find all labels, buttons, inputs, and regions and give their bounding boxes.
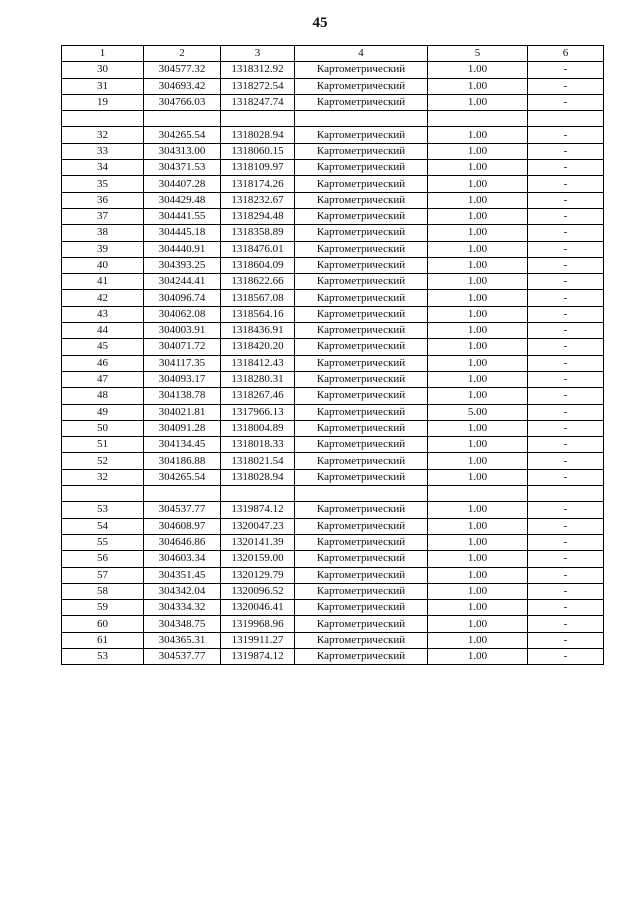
note-cell: - xyxy=(528,502,604,518)
point-number-cell: 61 xyxy=(62,632,144,648)
y-coordinate-cell: 1318004.89 xyxy=(221,420,295,436)
table-row xyxy=(62,648,604,664)
accuracy-cell: 1.00 xyxy=(428,534,528,550)
method-cell: Картометрический xyxy=(295,600,428,616)
x-coordinate-cell: 304265.54 xyxy=(144,469,221,485)
accuracy-cell: 1.00 xyxy=(428,143,528,159)
y-coordinate-cell: 1318232.67 xyxy=(221,192,295,208)
column-header-5: 5 xyxy=(428,46,528,62)
note-cell: - xyxy=(528,127,604,143)
note-cell: - xyxy=(528,176,604,192)
x-coordinate-cell: 304313.00 xyxy=(144,143,221,159)
accuracy-cell: 1.00 xyxy=(428,355,528,371)
note-cell: - xyxy=(528,339,604,355)
point-number-cell: 19 xyxy=(62,94,144,110)
accuracy-cell: 1.00 xyxy=(428,551,528,567)
table-row xyxy=(62,616,604,632)
note-cell: - xyxy=(528,437,604,453)
y-coordinate-cell: 1318028.94 xyxy=(221,469,295,485)
table-row xyxy=(62,94,604,110)
column-header-6: 6 xyxy=(528,46,604,62)
y-coordinate-cell: 1320129.79 xyxy=(221,567,295,583)
point-number-cell: 44 xyxy=(62,323,144,339)
note-cell: - xyxy=(528,567,604,583)
accuracy-cell: 1.00 xyxy=(428,648,528,664)
table-row xyxy=(62,453,604,469)
accuracy-cell: 1.00 xyxy=(428,567,528,583)
x-coordinate-cell: 304138.78 xyxy=(144,388,221,404)
method-cell: Картометрический xyxy=(295,616,428,632)
table-row xyxy=(62,208,604,224)
y-coordinate-cell: 1318436.91 xyxy=(221,323,295,339)
note-cell: - xyxy=(528,648,604,664)
y-coordinate-cell: 1320047.23 xyxy=(221,518,295,534)
table-header-row xyxy=(62,46,604,62)
y-coordinate-cell: 1319911.27 xyxy=(221,632,295,648)
x-coordinate-cell: 304393.25 xyxy=(144,257,221,273)
point-number-cell: 49 xyxy=(62,404,144,420)
method-cell: Картометрический xyxy=(295,420,428,436)
table-row xyxy=(62,339,604,355)
table-row xyxy=(62,534,604,550)
x-coordinate-cell: 304334.32 xyxy=(144,600,221,616)
x-coordinate-cell: 304096.74 xyxy=(144,290,221,306)
point-number-cell: 52 xyxy=(62,453,144,469)
x-coordinate-cell: 304440.91 xyxy=(144,241,221,257)
y-coordinate-cell: 1318060.15 xyxy=(221,143,295,159)
point-number-cell: 31 xyxy=(62,78,144,94)
accuracy-cell: 1.00 xyxy=(428,274,528,290)
x-coordinate-cell: 304537.77 xyxy=(144,648,221,664)
note-cell: - xyxy=(528,583,604,599)
note-cell: - xyxy=(528,274,604,290)
x-coordinate-cell: 304429.48 xyxy=(144,192,221,208)
y-coordinate-cell: 1320046.41 xyxy=(221,600,295,616)
y-coordinate-cell: 1318294.48 xyxy=(221,208,295,224)
accuracy-cell: 1.00 xyxy=(428,94,528,110)
table-row xyxy=(62,78,604,94)
y-coordinate-cell: 1318622.66 xyxy=(221,274,295,290)
y-coordinate-cell: 1318412.43 xyxy=(221,355,295,371)
y-coordinate-cell: 1318564.16 xyxy=(221,306,295,322)
point-number-cell: 43 xyxy=(62,306,144,322)
empty-cell xyxy=(144,486,221,502)
accuracy-cell: 1.00 xyxy=(428,306,528,322)
y-coordinate-cell: 1320141.39 xyxy=(221,534,295,550)
point-number-cell: 34 xyxy=(62,160,144,176)
accuracy-cell: 1.00 xyxy=(428,469,528,485)
empty-cell xyxy=(528,486,604,502)
method-cell: Картометрический xyxy=(295,208,428,224)
x-coordinate-cell: 304766.03 xyxy=(144,94,221,110)
method-cell: Картометрический xyxy=(295,534,428,550)
accuracy-cell: 1.00 xyxy=(428,225,528,241)
table-row xyxy=(62,388,604,404)
point-number-cell: 33 xyxy=(62,143,144,159)
point-number-cell: 53 xyxy=(62,502,144,518)
page-number: 45 xyxy=(312,15,328,31)
accuracy-cell: 1.00 xyxy=(428,176,528,192)
table-row xyxy=(62,632,604,648)
method-cell: Картометрический xyxy=(295,323,428,339)
y-coordinate-cell: 1318028.94 xyxy=(221,127,295,143)
accuracy-cell: 1.00 xyxy=(428,323,528,339)
x-coordinate-cell: 304608.97 xyxy=(144,518,221,534)
y-coordinate-cell: 1318109.97 xyxy=(221,160,295,176)
note-cell: - xyxy=(528,453,604,469)
y-coordinate-cell: 1318018.33 xyxy=(221,437,295,453)
y-coordinate-cell: 1317966.13 xyxy=(221,404,295,420)
point-number-cell: 38 xyxy=(62,225,144,241)
table-row xyxy=(62,355,604,371)
column-header-1: 1 xyxy=(62,46,144,62)
table-row xyxy=(62,192,604,208)
y-coordinate-cell: 1318021.54 xyxy=(221,453,295,469)
empty-cell xyxy=(62,111,144,127)
point-number-cell: 59 xyxy=(62,600,144,616)
accuracy-cell: 1.00 xyxy=(428,62,528,78)
note-cell: - xyxy=(528,94,604,110)
method-cell: Картометрический xyxy=(295,257,428,273)
point-number-cell: 56 xyxy=(62,551,144,567)
method-cell: Картометрический xyxy=(295,143,428,159)
x-coordinate-cell: 304603.34 xyxy=(144,551,221,567)
point-number-cell: 39 xyxy=(62,241,144,257)
x-coordinate-cell: 304134.45 xyxy=(144,437,221,453)
y-coordinate-cell: 1318267.46 xyxy=(221,388,295,404)
point-number-cell: 55 xyxy=(62,534,144,550)
accuracy-cell: 1.00 xyxy=(428,518,528,534)
x-coordinate-cell: 304407.28 xyxy=(144,176,221,192)
x-coordinate-cell: 304537.77 xyxy=(144,502,221,518)
empty-cell xyxy=(295,111,428,127)
empty-cell xyxy=(295,486,428,502)
x-coordinate-cell: 304342.04 xyxy=(144,583,221,599)
note-cell: - xyxy=(528,632,604,648)
point-number-cell: 36 xyxy=(62,192,144,208)
accuracy-cell: 1.00 xyxy=(428,600,528,616)
note-cell: - xyxy=(528,469,604,485)
note-cell: - xyxy=(528,323,604,339)
table-row xyxy=(62,502,604,518)
table-row xyxy=(62,371,604,387)
accuracy-cell: 1.00 xyxy=(428,583,528,599)
table-row xyxy=(62,306,604,322)
x-coordinate-cell: 304365.31 xyxy=(144,632,221,648)
y-coordinate-cell: 1318247.74 xyxy=(221,94,295,110)
note-cell: - xyxy=(528,306,604,322)
note-cell: - xyxy=(528,600,604,616)
note-cell: - xyxy=(528,388,604,404)
note-cell: - xyxy=(528,404,604,420)
empty-cell xyxy=(221,111,295,127)
point-number-cell: 58 xyxy=(62,583,144,599)
x-coordinate-cell: 304021.81 xyxy=(144,404,221,420)
method-cell: Картометрический xyxy=(295,225,428,241)
accuracy-cell: 1.00 xyxy=(428,160,528,176)
method-cell: Картометрический xyxy=(295,469,428,485)
separator-row xyxy=(62,111,604,127)
x-coordinate-cell: 304186.88 xyxy=(144,453,221,469)
x-coordinate-cell: 304093.17 xyxy=(144,371,221,387)
table-row xyxy=(62,225,604,241)
coordinates-table xyxy=(61,45,604,665)
y-coordinate-cell: 1319968.96 xyxy=(221,616,295,632)
accuracy-cell: 1.00 xyxy=(428,420,528,436)
method-cell: Картометрический xyxy=(295,404,428,420)
y-coordinate-cell: 1320159.00 xyxy=(221,551,295,567)
note-cell: - xyxy=(528,616,604,632)
method-cell: Картометрический xyxy=(295,274,428,290)
accuracy-cell: 1.00 xyxy=(428,192,528,208)
method-cell: Картометрический xyxy=(295,306,428,322)
note-cell: - xyxy=(528,143,604,159)
note-cell: - xyxy=(528,420,604,436)
point-number-cell: 60 xyxy=(62,616,144,632)
table-row xyxy=(62,437,604,453)
empty-cell xyxy=(428,111,528,127)
column-header-2: 2 xyxy=(144,46,221,62)
x-coordinate-cell: 304646.86 xyxy=(144,534,221,550)
x-coordinate-cell: 304577.32 xyxy=(144,62,221,78)
method-cell: Картометрический xyxy=(295,453,428,469)
point-number-cell: 57 xyxy=(62,567,144,583)
point-number-cell: 32 xyxy=(62,127,144,143)
note-cell: - xyxy=(528,355,604,371)
y-coordinate-cell: 1319874.12 xyxy=(221,502,295,518)
accuracy-cell: 5.00 xyxy=(428,404,528,420)
note-cell: - xyxy=(528,62,604,78)
x-coordinate-cell: 304348.75 xyxy=(144,616,221,632)
table-row xyxy=(62,160,604,176)
point-number-cell: 37 xyxy=(62,208,144,224)
accuracy-cell: 1.00 xyxy=(428,502,528,518)
method-cell: Картометрический xyxy=(295,94,428,110)
method-cell: Картометрический xyxy=(295,437,428,453)
empty-cell xyxy=(528,111,604,127)
accuracy-cell: 1.00 xyxy=(428,632,528,648)
x-coordinate-cell: 304371.53 xyxy=(144,160,221,176)
note-cell: - xyxy=(528,208,604,224)
table-row xyxy=(62,600,604,616)
y-coordinate-cell: 1318280.31 xyxy=(221,371,295,387)
accuracy-cell: 1.00 xyxy=(428,339,528,355)
table-row xyxy=(62,176,604,192)
method-cell: Картометрический xyxy=(295,502,428,518)
accuracy-cell: 1.00 xyxy=(428,290,528,306)
note-cell: - xyxy=(528,160,604,176)
empty-cell xyxy=(221,486,295,502)
table-row xyxy=(62,127,604,143)
method-cell: Картометрический xyxy=(295,648,428,664)
accuracy-cell: 1.00 xyxy=(428,127,528,143)
method-cell: Картометрический xyxy=(295,518,428,534)
note-cell: - xyxy=(528,518,604,534)
x-coordinate-cell: 304445.18 xyxy=(144,225,221,241)
method-cell: Картометрический xyxy=(295,355,428,371)
method-cell: Картометрический xyxy=(295,388,428,404)
point-number-cell: 48 xyxy=(62,388,144,404)
accuracy-cell: 1.00 xyxy=(428,241,528,257)
y-coordinate-cell: 1320096.52 xyxy=(221,583,295,599)
accuracy-cell: 1.00 xyxy=(428,257,528,273)
x-coordinate-cell: 304693.42 xyxy=(144,78,221,94)
y-coordinate-cell: 1318604.09 xyxy=(221,257,295,273)
note-cell: - xyxy=(528,371,604,387)
note-cell: - xyxy=(528,241,604,257)
x-coordinate-cell: 304062.08 xyxy=(144,306,221,322)
accuracy-cell: 1.00 xyxy=(428,437,528,453)
table-row xyxy=(62,274,604,290)
point-number-cell: 32 xyxy=(62,469,144,485)
point-number-cell: 53 xyxy=(62,648,144,664)
note-cell: - xyxy=(528,192,604,208)
x-coordinate-cell: 304071.72 xyxy=(144,339,221,355)
empty-cell xyxy=(62,486,144,502)
empty-cell xyxy=(428,486,528,502)
table-row xyxy=(62,257,604,273)
note-cell: - xyxy=(528,551,604,567)
y-coordinate-cell: 1318567.08 xyxy=(221,290,295,306)
note-cell: - xyxy=(528,290,604,306)
point-number-cell: 50 xyxy=(62,420,144,436)
table-row xyxy=(62,420,604,436)
accuracy-cell: 1.00 xyxy=(428,453,528,469)
note-cell: - xyxy=(528,534,604,550)
table-row xyxy=(62,551,604,567)
table-row xyxy=(62,290,604,306)
method-cell: Картометрический xyxy=(295,78,428,94)
note-cell: - xyxy=(528,257,604,273)
method-cell: Картометрический xyxy=(295,290,428,306)
accuracy-cell: 1.00 xyxy=(428,371,528,387)
method-cell: Картометрический xyxy=(295,241,428,257)
point-number-cell: 30 xyxy=(62,62,144,78)
method-cell: Картометрический xyxy=(295,127,428,143)
accuracy-cell: 1.00 xyxy=(428,616,528,632)
x-coordinate-cell: 304003.91 xyxy=(144,323,221,339)
method-cell: Картометрический xyxy=(295,160,428,176)
table-row xyxy=(62,62,604,78)
column-header-3: 3 xyxy=(221,46,295,62)
point-number-cell: 54 xyxy=(62,518,144,534)
point-number-cell: 42 xyxy=(62,290,144,306)
table-row xyxy=(62,583,604,599)
y-coordinate-cell: 1318312.92 xyxy=(221,62,295,78)
x-coordinate-cell: 304441.55 xyxy=(144,208,221,224)
table-row xyxy=(62,404,604,420)
point-number-cell: 40 xyxy=(62,257,144,273)
table-row xyxy=(62,241,604,257)
method-cell: Картометрический xyxy=(295,339,428,355)
method-cell: Картометрический xyxy=(295,632,428,648)
y-coordinate-cell: 1319874.12 xyxy=(221,648,295,664)
table-row xyxy=(62,469,604,485)
table-row xyxy=(62,143,604,159)
x-coordinate-cell: 304265.54 xyxy=(144,127,221,143)
point-number-cell: 51 xyxy=(62,437,144,453)
method-cell: Картометрический xyxy=(295,583,428,599)
method-cell: Картометрический xyxy=(295,371,428,387)
table-row xyxy=(62,567,604,583)
y-coordinate-cell: 1318174.26 xyxy=(221,176,295,192)
method-cell: Картометрический xyxy=(295,567,428,583)
point-number-cell: 41 xyxy=(62,274,144,290)
x-coordinate-cell: 304244.41 xyxy=(144,274,221,290)
accuracy-cell: 1.00 xyxy=(428,388,528,404)
y-coordinate-cell: 1318420.20 xyxy=(221,339,295,355)
point-number-cell: 47 xyxy=(62,371,144,387)
x-coordinate-cell: 304117.35 xyxy=(144,355,221,371)
y-coordinate-cell: 1318272.54 xyxy=(221,78,295,94)
x-coordinate-cell: 304091.28 xyxy=(144,420,221,436)
x-coordinate-cell: 304351.45 xyxy=(144,567,221,583)
method-cell: Картометрический xyxy=(295,551,428,567)
point-number-cell: 46 xyxy=(62,355,144,371)
point-number-cell: 35 xyxy=(62,176,144,192)
point-number-cell: 45 xyxy=(62,339,144,355)
accuracy-cell: 1.00 xyxy=(428,78,528,94)
separator-row xyxy=(62,486,604,502)
method-cell: Картометрический xyxy=(295,192,428,208)
note-cell: - xyxy=(528,78,604,94)
table-row xyxy=(62,323,604,339)
method-cell: Картометрический xyxy=(295,62,428,78)
method-cell: Картометрический xyxy=(295,176,428,192)
accuracy-cell: 1.00 xyxy=(428,208,528,224)
y-coordinate-cell: 1318476.01 xyxy=(221,241,295,257)
note-cell: - xyxy=(528,225,604,241)
table-row xyxy=(62,518,604,534)
y-coordinate-cell: 1318358.89 xyxy=(221,225,295,241)
column-header-4: 4 xyxy=(295,46,428,62)
empty-cell xyxy=(144,111,221,127)
